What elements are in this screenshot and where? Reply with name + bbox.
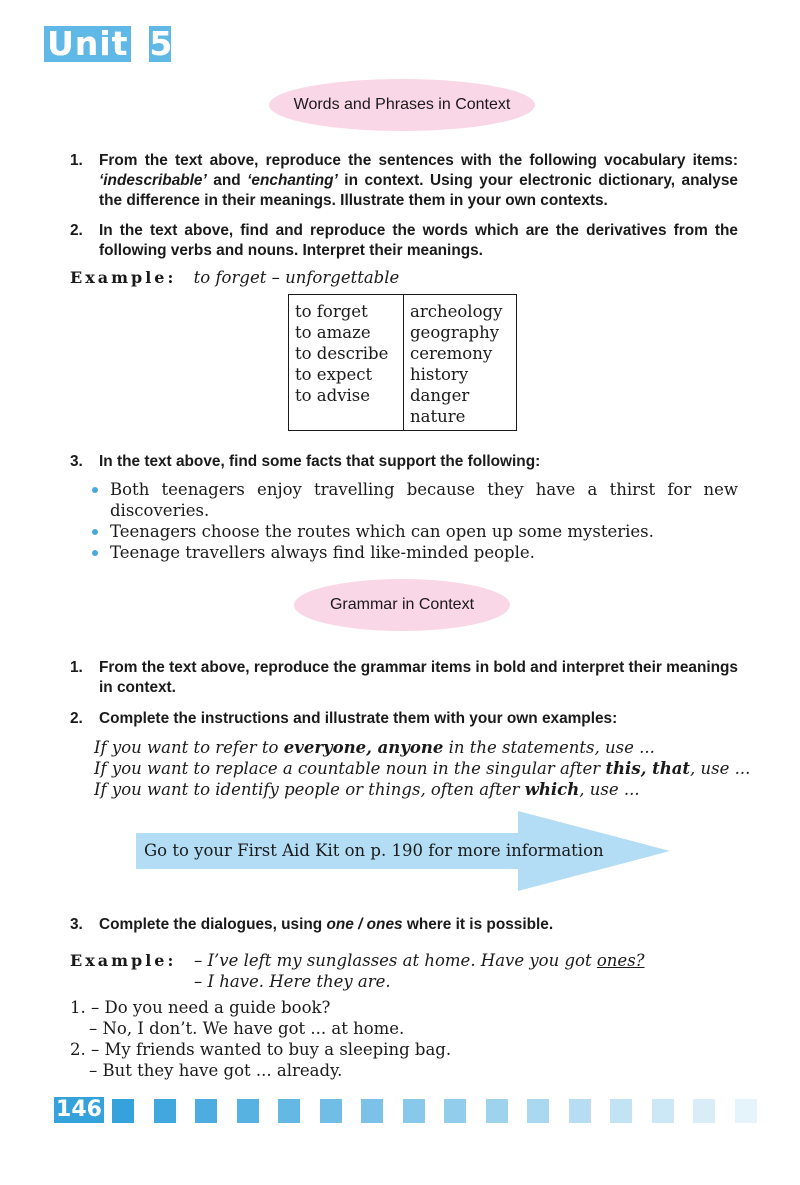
task-1	[70, 151, 738, 211]
task-3	[70, 452, 738, 472]
stripe-square	[444, 1099, 466, 1123]
instruction-text: If you want to replace a countable noun in the singular after	[94, 759, 606, 778]
example-text: – I’ve left my sunglasses at home. Have you got	[194, 951, 597, 970]
list-item-text: Teenagers choose the routes which can open up some mysteries.	[110, 522, 654, 541]
task-text	[99, 915, 738, 935]
task-number: 2.	[70, 222, 83, 239]
table-cell: to describe	[295, 344, 389, 363]
stripe-square	[527, 1099, 549, 1123]
instruction-keyword: which	[524, 780, 580, 799]
table-cell: to advise	[295, 386, 371, 405]
stripe-square	[320, 1099, 342, 1123]
dialogue-line: – No, I don’t. We have got ... at home.	[89, 1019, 405, 1038]
unit-number: 5	[149, 24, 173, 63]
instruction-text: If you want to refer to	[94, 738, 284, 757]
unit-header	[44, 26, 171, 62]
table-cell: to amaze	[295, 323, 371, 342]
stripe-square	[403, 1099, 425, 1123]
dialogue-number: 1. –	[70, 998, 100, 1017]
bullet-icon	[92, 550, 98, 556]
stripe-square	[569, 1099, 591, 1123]
stripe-square	[652, 1099, 674, 1123]
task-number: 3.	[70, 453, 83, 470]
task-number: 3.	[70, 916, 83, 933]
list-item-text: Both teenagers enjoy travelling because they have a thirst for new discoveries.	[110, 480, 738, 520]
task-text	[99, 151, 738, 211]
task-number: 1.	[70, 152, 83, 169]
list-item	[92, 542, 738, 563]
stripe-square	[486, 1099, 508, 1123]
bullet-icon	[92, 487, 98, 493]
instruction-line	[94, 779, 750, 800]
verbs-column	[289, 295, 404, 431]
stripe-square	[154, 1099, 176, 1123]
instruction-line	[94, 737, 750, 758]
example-underlined: ones?	[596, 951, 645, 970]
stripe-square	[237, 1099, 259, 1123]
example-label: Example:	[70, 951, 177, 970]
stripe-square	[693, 1099, 715, 1123]
stripe-square	[735, 1099, 757, 1123]
task-text: From the text above, reproduce the grammar items in bold and interpret their meanings in context.	[99, 659, 738, 696]
dialogues	[70, 997, 451, 1081]
list-item-text: Teenage travellers always find like-minded people.	[110, 543, 535, 562]
table-cell: ceremony	[410, 344, 493, 363]
dialogue-line: My friends wanted to buy a sleeping bag.	[104, 1040, 452, 1059]
list-item	[92, 521, 738, 542]
task-keyword: one / ones	[326, 916, 403, 933]
dialogue-line: Do you need a guide book?	[104, 998, 331, 1017]
derivatives-table	[288, 294, 517, 431]
section-title-grammar	[294, 579, 510, 631]
table-cell: nature	[410, 407, 466, 426]
example-line: – I have. Here they are.	[194, 972, 391, 991]
section-title-words-text: Words and Phrases in Context	[293, 96, 511, 113]
task-text-part: Complete the dialogues, using	[99, 916, 327, 933]
table-cell: to expect	[295, 365, 373, 384]
table-cell: to forget	[295, 302, 368, 321]
example-2	[70, 950, 176, 971]
section-title-words	[269, 79, 535, 131]
instruction-text: in the statements, use ...	[443, 738, 655, 757]
instructions	[94, 737, 750, 800]
task-2	[70, 221, 738, 261]
instruction-text: , use ...	[690, 759, 751, 778]
bullet-icon	[92, 529, 98, 535]
unit-label: Unit	[44, 26, 131, 62]
stripe-square	[112, 1099, 134, 1123]
stripe-square	[195, 1099, 217, 1123]
grammar-task-3	[70, 915, 738, 935]
example-1	[70, 268, 399, 287]
table-cell: archeology	[410, 302, 503, 321]
example-2-dialogue	[194, 950, 645, 992]
stripe-square	[610, 1099, 632, 1123]
dialogue-number: 2. –	[70, 1040, 100, 1059]
vocab-word: ‘indescribable’	[99, 172, 207, 189]
example-line	[194, 950, 645, 971]
page-number: 146	[54, 1097, 104, 1123]
task-number: 2.	[70, 710, 83, 727]
instruction-keyword: this, that	[605, 759, 691, 778]
vocab-word: ‘enchanting’	[247, 172, 338, 189]
instruction-text: , use ...	[579, 780, 640, 799]
task-text: In the text above, find and reproduce the words which are the derivatives from the following verbs and nouns. Interpret their meanings.	[99, 222, 738, 259]
example-text: to forget – unforgettable	[193, 268, 400, 287]
grammar-task-1	[70, 658, 738, 698]
dialogue-item	[70, 997, 451, 1039]
section-title-grammar-text: Grammar in Context	[329, 596, 475, 613]
task-number: 1.	[70, 659, 83, 676]
stripe-square	[278, 1099, 300, 1123]
table-cell: history	[410, 365, 469, 384]
table-cell: danger	[410, 386, 470, 405]
stripe-square	[361, 1099, 383, 1123]
instruction-text: If you want to identify people or things, often after	[94, 780, 525, 799]
list-item	[92, 479, 738, 521]
task-text: In the text above, find some facts that support the following:	[99, 453, 541, 470]
task-text-part: in context. Using your electronic dictionary, analyse the difference in their meanings. Illustrate them in your own contexts.	[99, 172, 738, 209]
instruction-line	[94, 758, 750, 779]
task-text-part: where it is possible.	[402, 916, 554, 933]
dialogue-item	[70, 1039, 451, 1081]
grammar-task-2	[70, 709, 738, 729]
task-text-part: From the text above, reproduce the sentences with the following vocabulary items:	[99, 152, 738, 169]
arrow-text: Go to your First Aid Kit on p. 190 for more information	[144, 841, 604, 860]
example-label: Example:	[70, 268, 177, 287]
facts-list	[92, 479, 738, 563]
task-text-part: and	[206, 172, 248, 189]
dialogue-line: – But they have got ... already.	[89, 1061, 343, 1080]
table-cell: geography	[410, 323, 500, 342]
nouns-column	[404, 295, 517, 431]
task-text: Complete the instructions and illustrate them with your own examples:	[99, 710, 618, 727]
instruction-keyword: everyone, anyone	[283, 738, 444, 757]
